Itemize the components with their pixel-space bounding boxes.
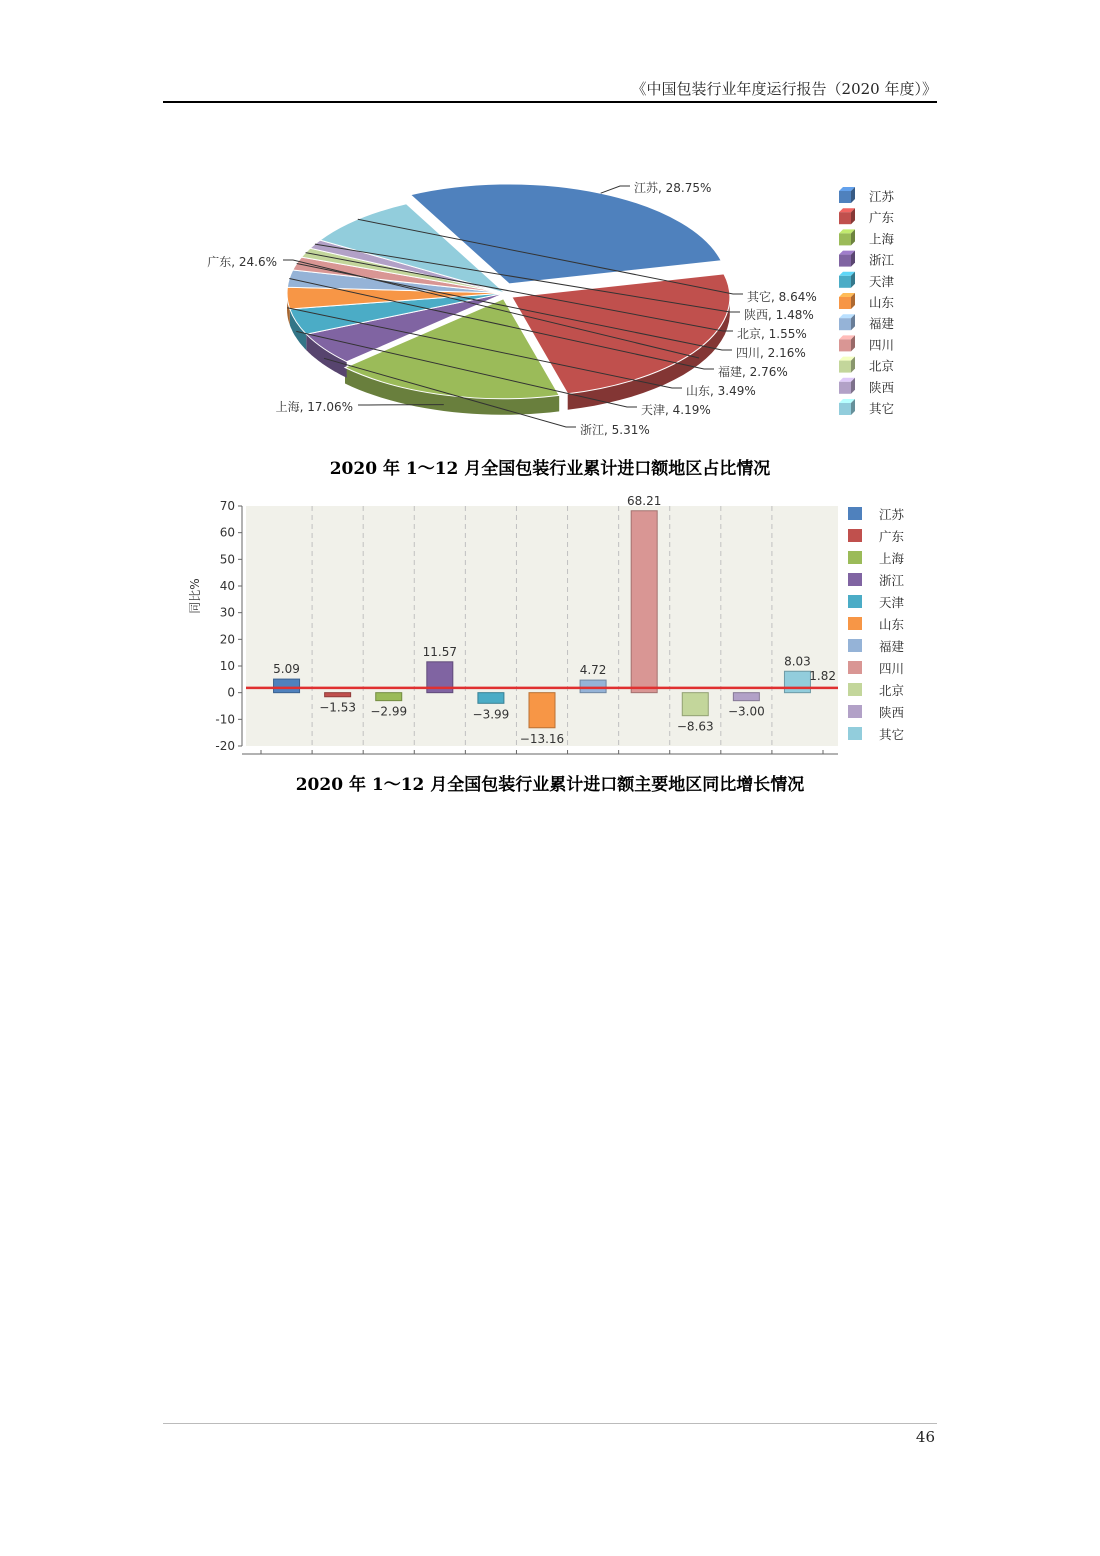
bar-legend-swatch-陕西 [848, 705, 862, 718]
pie-label-上海: 上海, 17.06% [275, 400, 353, 414]
bar-value-福建: 4.72 [579, 663, 607, 678]
pie-legend-其它: 其它 [869, 401, 895, 416]
bar-山东 [529, 693, 555, 728]
bar-value-上海: −2.99 [370, 704, 408, 719]
y-tick-label: -20 [215, 739, 235, 753]
page-number: 46 [915, 1428, 935, 1446]
y-axis-label: 同比% [188, 578, 202, 614]
pie-label-福建: 福建, 2.76% [718, 365, 788, 379]
pie-legend-浙江: 浙江 [869, 252, 895, 268]
bar-legend-swatch-福建 [848, 639, 862, 652]
bar-legend-swatch-四川 [848, 661, 862, 674]
y-tick-label: 10 [219, 659, 235, 673]
bar-legend-山东: 山东 [879, 617, 905, 632]
bar-北京 [682, 693, 708, 716]
bar-legend-swatch-天津 [848, 595, 862, 608]
bar-四川 [631, 511, 657, 693]
y-tick-label: 70 [219, 499, 235, 513]
bar-legend-上海: 上海 [879, 551, 905, 566]
bar-value-陕西: −3.00 [727, 704, 765, 719]
bar-value-北京: −8.63 [676, 719, 714, 734]
pie-label-四川: 四川, 2.16% [736, 346, 806, 360]
bar-value-天津: −3.99 [472, 707, 510, 722]
bar-legend-四川: 四川 [879, 661, 905, 676]
bar-value-广东: −1.53 [319, 700, 357, 715]
pie-legend-陕西: 陕西 [869, 379, 895, 395]
bar-legend-江苏: 江苏 [879, 507, 905, 522]
bar-legend-swatch-广东 [848, 529, 862, 542]
bar-value-江苏: 5.09 [273, 662, 300, 677]
pie-label-其它: 其它, 8.64% [747, 290, 817, 304]
bar-广东 [325, 693, 351, 697]
bar-legend-swatch-浙江 [848, 573, 862, 586]
bar-legend-swatch-其它 [848, 727, 862, 740]
bar-legend-swatch-上海 [848, 551, 862, 564]
pie-chart-title: 2020 年 1～12 月全国包装行业累计进口额地区占比情况 [329, 459, 771, 479]
pie-legend-福建: 福建 [869, 316, 895, 332]
pie-legend-山东: 山东 [869, 295, 895, 310]
bar-legend-浙江: 浙江 [879, 573, 905, 588]
bar-value-山东: −13.16 [519, 731, 565, 746]
bar-legend-福建: 福建 [879, 639, 905, 654]
bar-value-浙江: 11.57 [422, 644, 457, 659]
bar-legend-天津: 天津 [879, 595, 905, 610]
pie-label-陕西: 陕西, 1.48% [744, 308, 814, 322]
bar-legend-其它: 其它 [879, 727, 905, 742]
bar-legend-swatch-山东 [848, 617, 862, 630]
y-tick-label: 50 [219, 552, 235, 567]
pie-label-山东: 山东, 3.49% [686, 384, 756, 398]
bar-上海 [376, 693, 402, 701]
bar-legend-广东: 广东 [879, 529, 905, 544]
pie-label-江苏: 江苏, 28.75% [634, 181, 712, 195]
pie-legend-天津: 天津 [869, 273, 895, 289]
pie-legend-四川: 四川 [869, 337, 895, 353]
pie-legend-北京: 北京 [869, 358, 895, 374]
bar-福建 [580, 680, 606, 693]
bar-legend-北京: 北京 [879, 683, 905, 698]
pie-label-浙江: 浙江, 5.31% [580, 423, 650, 437]
bar-legend-陕西: 陕西 [879, 705, 905, 720]
page-header-title: 《中国包装行业年度运行报告（2020 年度）》 [631, 80, 937, 98]
pie-legend-上海: 上海 [869, 231, 895, 247]
pie-label-广东: 广东, 24.6% [207, 255, 277, 269]
reference-line-label: 1.82 [809, 668, 836, 683]
y-tick-label: 60 [219, 525, 235, 540]
bar-legend-swatch-北京 [848, 683, 862, 696]
bar-陕西 [733, 693, 759, 701]
pie-legend-江苏: 江苏 [869, 189, 895, 204]
bar-legend-swatch-江苏 [848, 507, 862, 520]
bar-其它 [784, 671, 810, 692]
pie-legend-广东: 广东 [869, 210, 895, 226]
bar-value-其它: 8.03 [784, 654, 811, 669]
y-tick-label: 20 [219, 632, 235, 647]
bar-value-四川: 68.21 [627, 493, 662, 508]
footer-rule [163, 1423, 937, 1424]
y-tick-label: -10 [215, 712, 235, 727]
y-tick-label: 0 [227, 685, 235, 700]
pie-label-天津: 天津, 4.19% [641, 403, 711, 417]
pie-label-北京: 北京, 1.55% [737, 327, 807, 341]
y-tick-label: 30 [219, 605, 235, 620]
bar-天津 [478, 693, 504, 704]
bar-chart [0, 0, 1100, 770]
bar-江苏 [274, 679, 300, 693]
y-tick-label: 40 [219, 579, 235, 593]
bar-chart-title: 2020 年 1～12 月全国包装行业累计进口额主要地区同比增长情况 [295, 775, 805, 795]
